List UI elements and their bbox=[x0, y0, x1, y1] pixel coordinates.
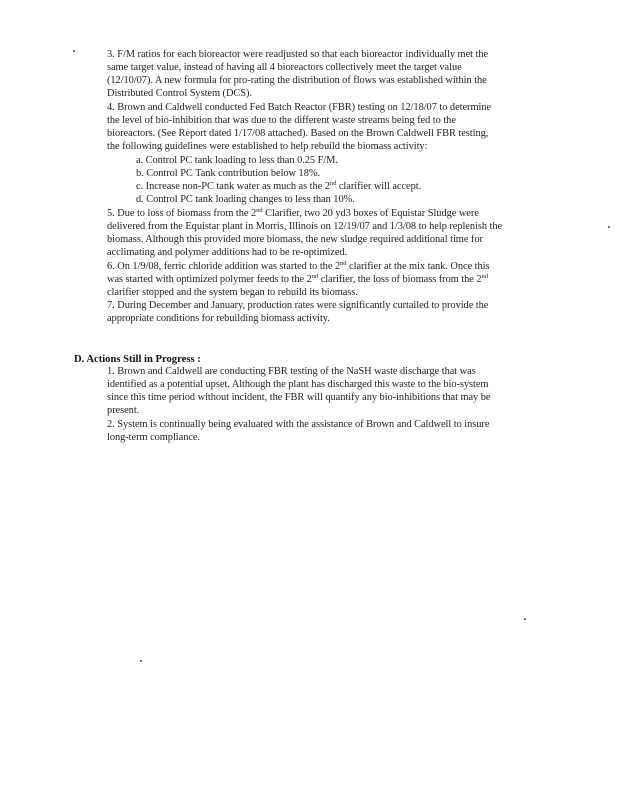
ordinal-superscript: nd bbox=[340, 260, 347, 267]
d-item1-line2: identified as a potential upset. Although the plant has discharged this waste to the bio-system bbox=[107, 379, 489, 390]
item7-line1: 7. During December and January, production rates were significantly curtailed to provide the bbox=[107, 300, 489, 311]
item6-line3: clarifier stopped and the system began to rebuild its biomass. bbox=[107, 287, 358, 298]
item4-sub-c-text: c. Increase non-PC tank water as much as the 2 bbox=[136, 181, 330, 192]
item3-line2: same target value, instead of having all 4 bioreactors collectively meet the target value bbox=[107, 62, 462, 73]
item6-line1-text-end: clarifier at the mix tank. Once this bbox=[346, 261, 490, 272]
item5-line2: delivered from the Equistar plant in Morris, Illinois on 12/19/07 and 1/3/08 to help replenish the bbox=[107, 221, 503, 232]
item5-line4: acclimating and polymer additions had to be re-optimized. bbox=[107, 247, 348, 258]
item4-sub-a: a. Control PC tank loading to less than 0.25 F/M. bbox=[136, 155, 338, 166]
d-item2-line2: long-term compliance. bbox=[107, 432, 201, 443]
item6-line2-text: was started with optimized polymer feeds to the 2 bbox=[107, 274, 312, 285]
item4-sub-c-text-end: clarifier will accept. bbox=[336, 181, 422, 192]
scan-speck bbox=[140, 660, 142, 662]
d-item1-line4: present. bbox=[107, 405, 140, 416]
item4-line4: the following guidelines were established to help rebuild the biomass activity: bbox=[107, 141, 428, 152]
item5-line1 bbox=[107, 208, 479, 220]
ordinal-superscript: nd bbox=[311, 273, 319, 280]
ordinal-superscript: nd bbox=[329, 180, 337, 187]
item6-line1 bbox=[107, 261, 490, 273]
item4-sub-b: b. Control PC Tank contribution below 18%. bbox=[136, 168, 321, 179]
item4-sub-d: d. Control PC tank loading changes to less than 10%. bbox=[136, 194, 355, 205]
item6-line1-text: 6. On 1/9/08, ferric chloride addition was started to the 2 bbox=[107, 261, 341, 272]
d-item1-line1: 1. Brown and Caldwell are conducting FBR testing of the NaSH waste discharge that was bbox=[107, 366, 476, 377]
d-item2-line1: 2. System is continually being evaluated with the assistance of Brown and Caldwell to insure bbox=[107, 419, 490, 430]
d-item1-line3: since this time period without incident, the FBR will quantify any bio-inhibitions that may be bbox=[107, 392, 491, 403]
ordinal-superscript: nd bbox=[481, 273, 488, 280]
item6-line2 bbox=[107, 274, 488, 286]
ordinal-superscript: nd bbox=[256, 207, 263, 214]
item3-line3: (12/10/07). A new formula for pro-rating the distribution of flows was established within the bbox=[107, 75, 487, 86]
scan-speck bbox=[73, 50, 75, 52]
section-d-heading: D. Actions Still in Progress : bbox=[74, 354, 201, 365]
item4-line2: the level of bio-inhibition that was due to the different waste streams being fed to the bbox=[107, 115, 456, 126]
item5-line3: biomass. Although this provided more biomass, the new sludge required additional time for bbox=[107, 234, 483, 245]
item6-line2-text-mid: clarifier, the loss of biomass from the 2 bbox=[318, 274, 482, 285]
scan-speck bbox=[608, 226, 610, 228]
item4-line3: bioreactors. (See Report dated 1/17/08 attached). Based on the Brown Caldwell FBR testing, bbox=[107, 128, 489, 139]
item5-line1-text: 5. Due to loss of biomass from the 2 bbox=[107, 208, 257, 219]
item3-line4: Distributed Control System (DCS). bbox=[107, 88, 252, 99]
item3-line1: 3. F/M ratios for each bioreactor were readjusted so that each bioreactor individually met the bbox=[107, 49, 489, 60]
item4-line1: 4. Brown and Caldwell conducted Fed Batch Reactor (FBR) testing on 12/18/07 to determine bbox=[107, 102, 492, 113]
item4-sub-c bbox=[136, 181, 421, 193]
item7-line2: appropriate conditions for rebuilding biomass activity. bbox=[107, 313, 330, 324]
item5-line1-text-end: Clarifier, two 20 yd3 boxes of Equistar Sludge were bbox=[262, 208, 479, 219]
scan-speck bbox=[524, 618, 526, 620]
